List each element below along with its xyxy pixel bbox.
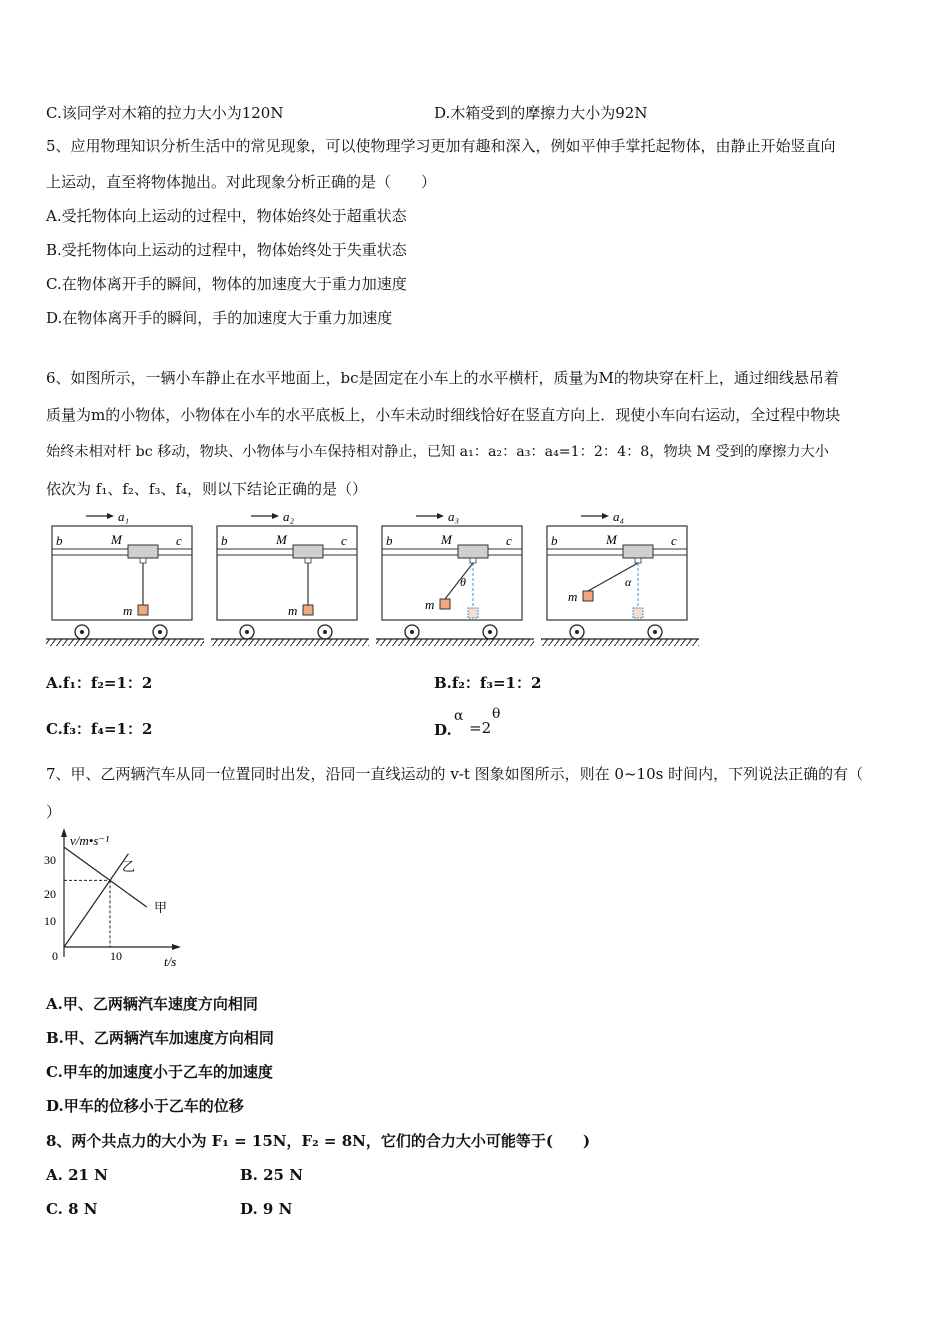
wheel-axle — [158, 630, 162, 634]
q5-stem-line2: 上运动，直至将物体抛出。对此现象分析正确的是（ ） — [46, 173, 437, 191]
label-b: b — [56, 533, 63, 548]
cart-3 — [376, 509, 534, 646]
tick-y-20: 20 — [44, 887, 56, 901]
q6-option-d-prefix: D. — [434, 721, 452, 739]
cart-1 — [46, 509, 204, 646]
acceleration-label: a₂ — [283, 509, 295, 524]
acceleration-arrowhead — [272, 513, 279, 519]
cart-2 — [211, 509, 369, 646]
block-M — [128, 545, 158, 558]
label-b: b — [551, 533, 558, 548]
q8-option-c: C. 8 N — [46, 1200, 98, 1218]
ground-hatch — [46, 639, 204, 646]
label-c: c — [506, 533, 512, 548]
original-position-ghost — [468, 608, 478, 618]
q7-stem-line1: 7、甲、乙两辆汽车从同一位置同时出发，沿同一直线运动的 v-t 图象如图所示，则在 0~10s 时间内，下列说法正确的有（ — [46, 765, 864, 783]
cart-body — [382, 526, 522, 620]
y-axis-arrow — [61, 828, 67, 837]
x-axis-label: t/s — [164, 954, 177, 969]
q8-stem: 8、两个共点力的大小为 F₁ = 15N，F₂ = 8N，它们的合力大小可能等于( ) — [46, 1132, 591, 1150]
q6-option-d-eq: =2 — [469, 719, 492, 737]
label-m: m — [568, 589, 578, 604]
mass-m — [440, 599, 450, 609]
cart-body — [547, 526, 687, 620]
label-b: b — [221, 533, 228, 548]
label-m: m — [425, 597, 435, 612]
q5-option-a: A.受托物体向上运动的过程中，物体始终处于超重状态 — [46, 207, 407, 225]
hook — [305, 558, 311, 563]
q5-option-c: C.在物体离开手的瞬间，物体的加速度大于重力加速度 — [46, 275, 407, 293]
wheel-axle — [245, 630, 249, 634]
q6-option-b: B.f₂：f₃=1：2 — [434, 674, 542, 692]
q6-stem-line4: 依次为 f₁、f₂、f₃、f₄，则以下结论正确的是（） — [46, 480, 368, 498]
cart-body — [217, 526, 357, 620]
hook — [470, 558, 476, 563]
tick-origin: 0 — [52, 949, 58, 963]
mass-m — [138, 605, 148, 615]
series-line-yi — [64, 854, 128, 947]
acceleration-arrowhead — [107, 513, 114, 519]
q4-option-d: D.木箱受到的摩擦力大小为92N — [434, 104, 648, 122]
q5-option-b: B.受托物体向上运动的过程中，物体始终处于失重状态 — [46, 241, 407, 259]
q7-option-c: C.甲车的加速度小于乙车的加速度 — [46, 1063, 273, 1081]
wheel-axle — [488, 630, 492, 634]
cart-4 — [541, 509, 699, 646]
block-M — [623, 545, 653, 558]
y-axis-label: v/m•s⁻¹ — [70, 833, 110, 848]
label-b: b — [386, 533, 393, 548]
label-c: c — [671, 533, 677, 548]
label-m: m — [288, 603, 298, 618]
acceleration-label: a₄ — [613, 509, 625, 524]
block-M — [458, 545, 488, 558]
tick-y-10: 10 — [44, 914, 56, 928]
block-M — [293, 545, 323, 558]
q6-stem-line1: 6、如图所示，一辆小车静止在水平地面上，bc是固定在小车上的水平横杆，质量为M的物块穿在杆上，通过细线悬吊着 — [46, 369, 839, 387]
wheel-axle — [410, 630, 414, 634]
wheel-axle — [323, 630, 327, 634]
q8-option-d: D. 9 N — [240, 1200, 293, 1218]
q6-option-a: A.f₁：f₂=1：2 — [46, 674, 153, 692]
acceleration-label: a₃ — [448, 509, 460, 524]
q7-vt-graph — [40, 825, 200, 973]
ground-hatch — [541, 639, 699, 646]
wheel-axle — [575, 630, 579, 634]
q5-stem-line1: 5、应用物理知识分析生活中的常见现象，可以使物理学习更加有趣和深入，例如平伸手掌托起物体，由静止开始竖直向 — [46, 137, 836, 155]
ground-hatch — [376, 639, 534, 646]
label-M: M — [606, 532, 617, 547]
wheel-axle — [653, 630, 657, 634]
mass-m — [303, 605, 313, 615]
ground-hatch — [211, 639, 369, 646]
tick-y-30: 30 — [44, 853, 56, 867]
wheel-axle — [80, 630, 84, 634]
angle-label: α — [625, 575, 632, 589]
cart-body — [52, 526, 192, 620]
series-label-yi: 乙 — [122, 859, 136, 874]
label-M: M — [111, 532, 122, 547]
series-label-jia: 甲 — [154, 900, 168, 915]
label-m: m — [123, 603, 133, 618]
acceleration-arrowhead — [602, 513, 609, 519]
q6-stem-line3: 始终未相对杆 bc 移动，物块、小物体与小车保持相对静止，已知 a₁：a₂：a₃：a₄=1：2：4：8，物块 M 受到的摩擦力大小 — [46, 444, 829, 460]
q7-option-d: D.甲车的位移小于乙车的位移 — [46, 1097, 244, 1115]
label-M: M — [276, 532, 287, 547]
acceleration-arrowhead — [437, 513, 444, 519]
string — [445, 563, 473, 599]
q8-option-b: B. 25 N — [240, 1166, 303, 1184]
label-c: c — [341, 533, 347, 548]
q7-option-b: B.甲、乙两辆汽车加速度方向相同 — [46, 1029, 274, 1047]
x-axis-arrow — [172, 944, 181, 950]
series-line-jia — [64, 847, 147, 907]
q8-option-a: A. 21 N — [46, 1166, 108, 1184]
acceleration-label: a₁ — [118, 509, 130, 524]
q6-option-d — [434, 706, 554, 740]
q6-carts-figure — [40, 500, 710, 655]
mass-m — [583, 591, 593, 601]
hook — [635, 558, 641, 563]
original-position-ghost — [633, 608, 643, 618]
angle-label: θ — [460, 575, 466, 589]
q7-stem-line2: ） — [46, 803, 62, 821]
q7-option-a: A.甲、乙两辆汽车速度方向相同 — [46, 995, 258, 1013]
q5-option-d: D.在物体离开手的瞬间，手的加速度大于重力加速度 — [46, 309, 393, 327]
hook — [140, 558, 146, 563]
q6-option-d-alpha: α — [454, 708, 464, 724]
q6-option-c: C.f₃：f₄=1：2 — [46, 720, 153, 738]
q6-stem-line2: 质量为m的小物体，小物体在小车的水平底板上，小车未动时细线恰好在竖直方向上．现使小车向右运动，全过程中物块 — [46, 406, 841, 424]
label-M: M — [441, 532, 452, 547]
label-c: c — [176, 533, 182, 548]
q6-option-d-theta: θ — [492, 706, 501, 722]
tick-x-10: 10 — [110, 949, 122, 963]
q4-option-c: C.该同学对木箱的拉力大小为120N — [46, 104, 284, 122]
